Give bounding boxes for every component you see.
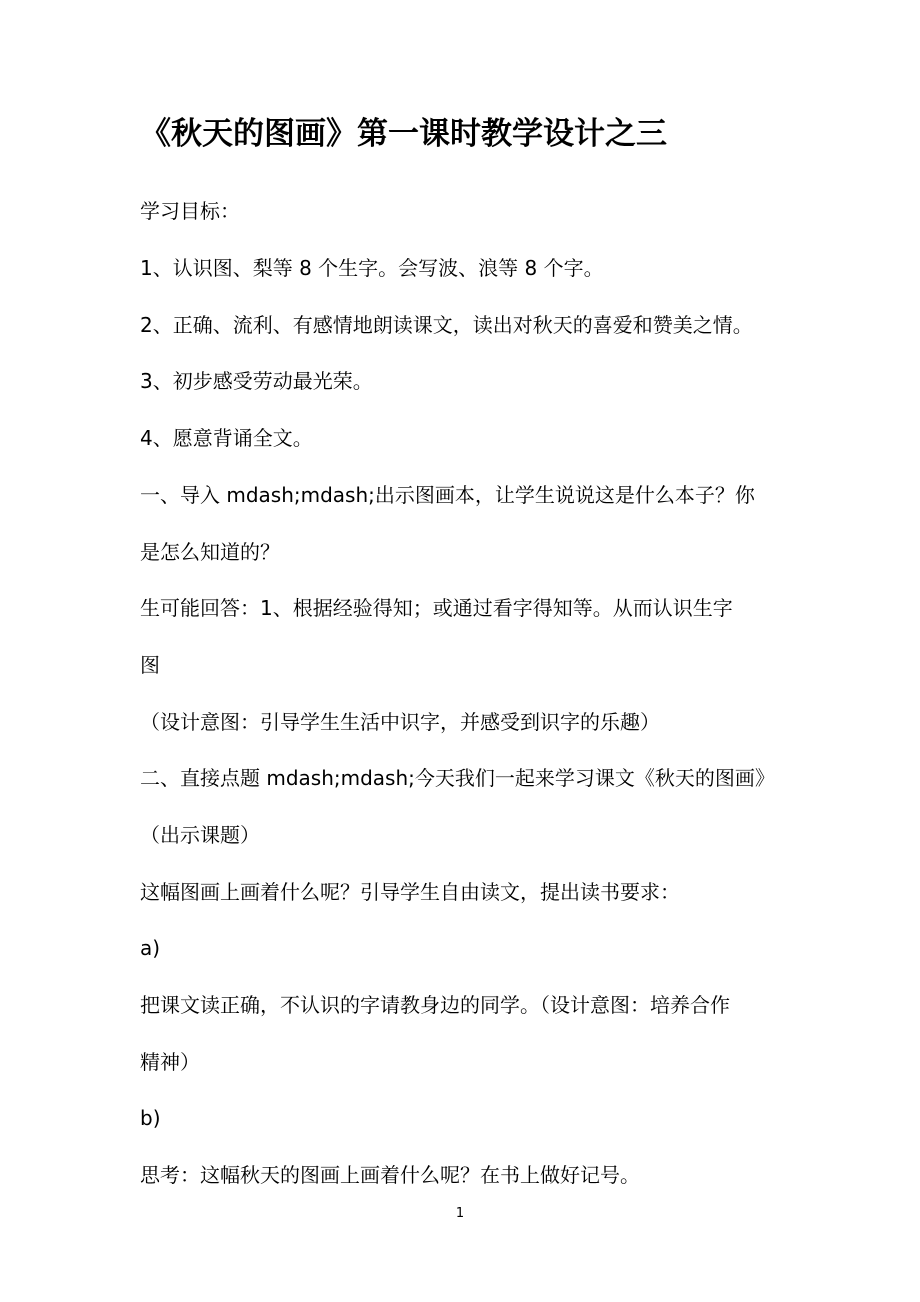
text-line-reading-prompt: 这幅图画上画着什么呢？引导学生自由读文，提出读书要求：	[140, 880, 680, 904]
text-line-item-b-text: 思考：这幅秋天的图画上画着什么呢？在书上做好记号。	[140, 1163, 640, 1187]
text-line-goal-3: 3、初步感受劳动最光荣。	[140, 369, 373, 393]
text-line-learning-goals: 学习目标：	[140, 199, 240, 223]
text-line-section-1: 一、导入 mdash;mdash;出示图画本，让学生说说这是什么本子？你	[140, 483, 755, 507]
text-line-item-a: a)	[140, 936, 161, 960]
document-title: 《秋天的图画》第一课时教学设计之三	[140, 116, 667, 152]
text-line-show-title: （出示课题）	[140, 823, 260, 847]
text-line-goal-4: 4、愿意背诵全文。	[140, 426, 313, 450]
text-line-item-b: b)	[140, 1106, 161, 1130]
text-line-item-a-cont: 精神）	[140, 1050, 200, 1074]
text-line-student-answer-cont: 图	[140, 653, 160, 677]
page-number: 1	[455, 1206, 465, 1221]
text-line-section-1-cont: 是怎么知道的？	[140, 540, 280, 564]
text-line-goal-1: 1、认识图、梨等 8 个生字。会写波、浪等 8 个字。	[140, 256, 604, 280]
text-line-goal-2: 2、正确、流利、有感情地朗读课文，读出对秋天的喜爱和赞美之情。	[140, 313, 753, 337]
text-line-student-answer: 生可能回答：1、根据经验得知；或通过看字得知等。从而认识生字	[140, 596, 733, 620]
text-line-section-2: 二、直接点题 mdash;mdash;今天我们一起来学习课文《秋天的图画》	[140, 766, 775, 790]
text-line-item-a-text: 把课文读正确，不认识的字请教身边的同学。（设计意图：培养合作	[140, 993, 730, 1017]
text-line-design-intent-1: （设计意图：引导学生生活中识字，并感受到识字的乐趣）	[140, 710, 660, 734]
